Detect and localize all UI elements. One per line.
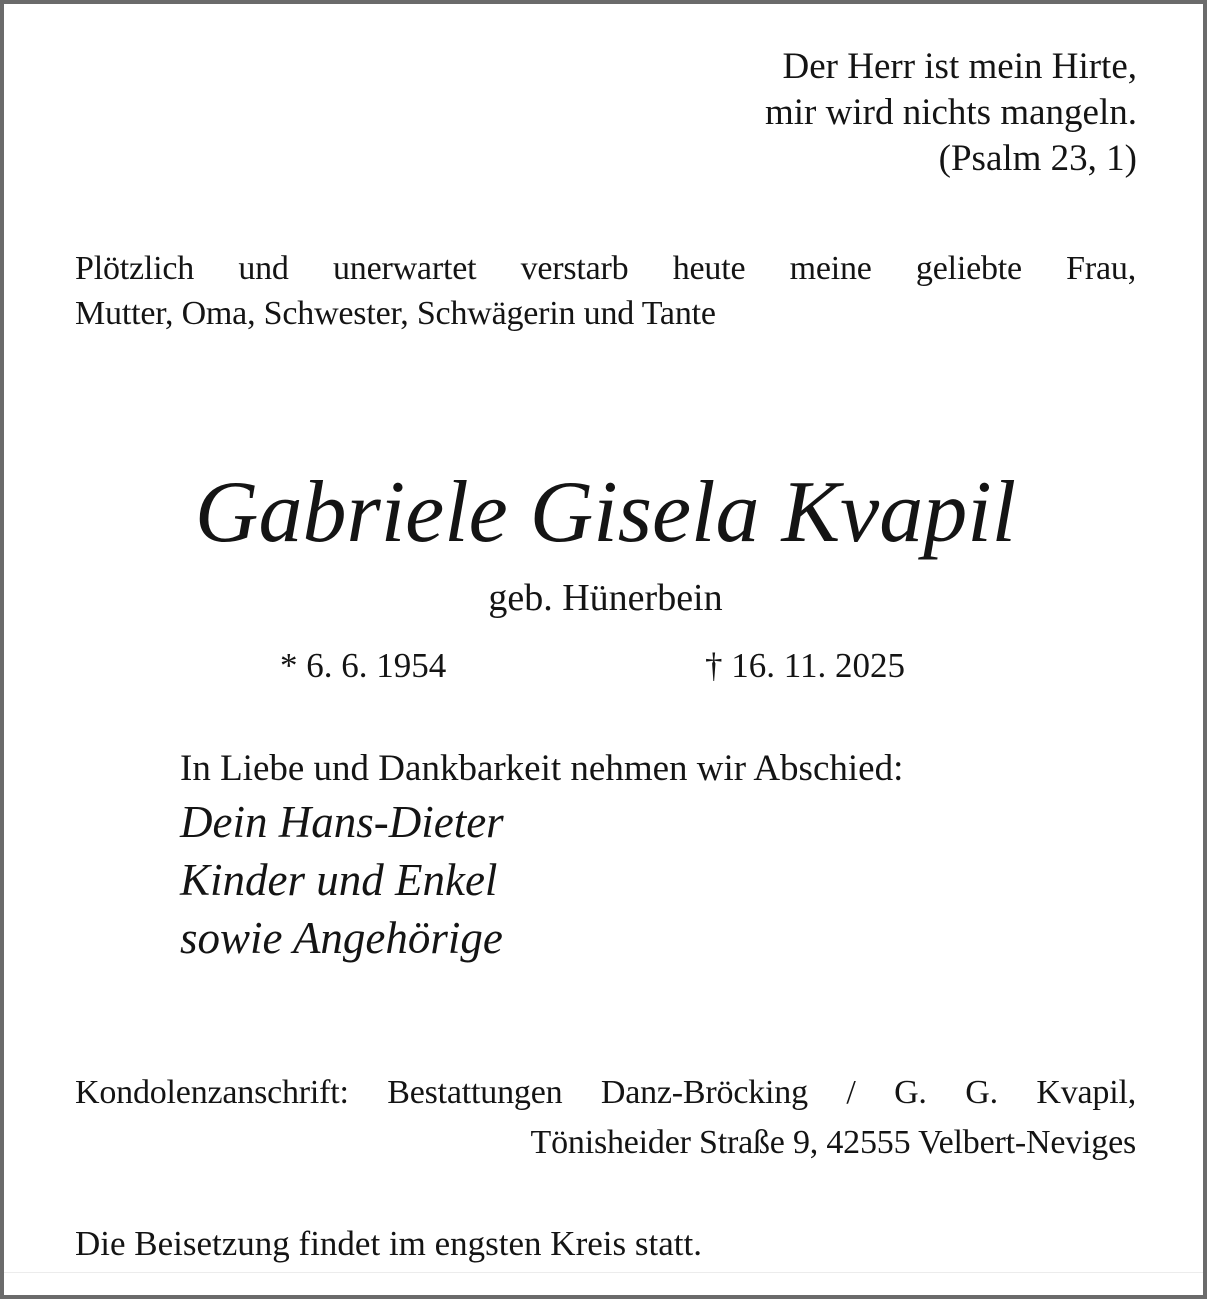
scan-edge-line (4, 1272, 1203, 1273)
intro-paragraph (75, 246, 1136, 336)
condolence-line-1: Kondolenzanschrift: Bestattungen Danz-Bröcking / G. G. Kvapil, (75, 1074, 1136, 1111)
psalm-quote (765, 44, 1137, 182)
farewell-heading: In Liebe und Dankbarkeit nehmen wir Abschied: (180, 748, 904, 789)
psalm-line-2: mir wird nichts mangeln. (765, 92, 1137, 133)
mourner-line: Dein Hans-Dieter (180, 797, 504, 847)
mourner-line: sowie Angehörige (180, 913, 503, 963)
intro-line-1: Plötzlich und unerwartet verstarb heute meine geliebte Frau, (75, 250, 1136, 287)
maiden-name: geb. Hünerbein (488, 577, 723, 619)
condolence-address (75, 1068, 1136, 1168)
intro-line-2: Mutter, Oma, Schwester, Schwägerin und Tante (75, 295, 716, 332)
funeral-note: Die Beisetzung findet im engsten Kreis statt. (75, 1224, 702, 1263)
psalm-reference: (Psalm 23, 1) (938, 138, 1137, 179)
birth-date: * 6. 6. 1954 (280, 646, 447, 685)
condolence-line-2: Tönisheider Straße 9, 42555 Velbert-Neviges (530, 1124, 1136, 1161)
farewell-block (180, 745, 903, 967)
death-date: † 16. 11. 2025 (705, 646, 905, 685)
mourner-line: Kinder und Enkel (180, 855, 498, 905)
deceased-name: Gabriele Gisela Kvapil (194, 464, 1017, 561)
psalm-line-1: Der Herr ist mein Hirte, (782, 46, 1137, 87)
